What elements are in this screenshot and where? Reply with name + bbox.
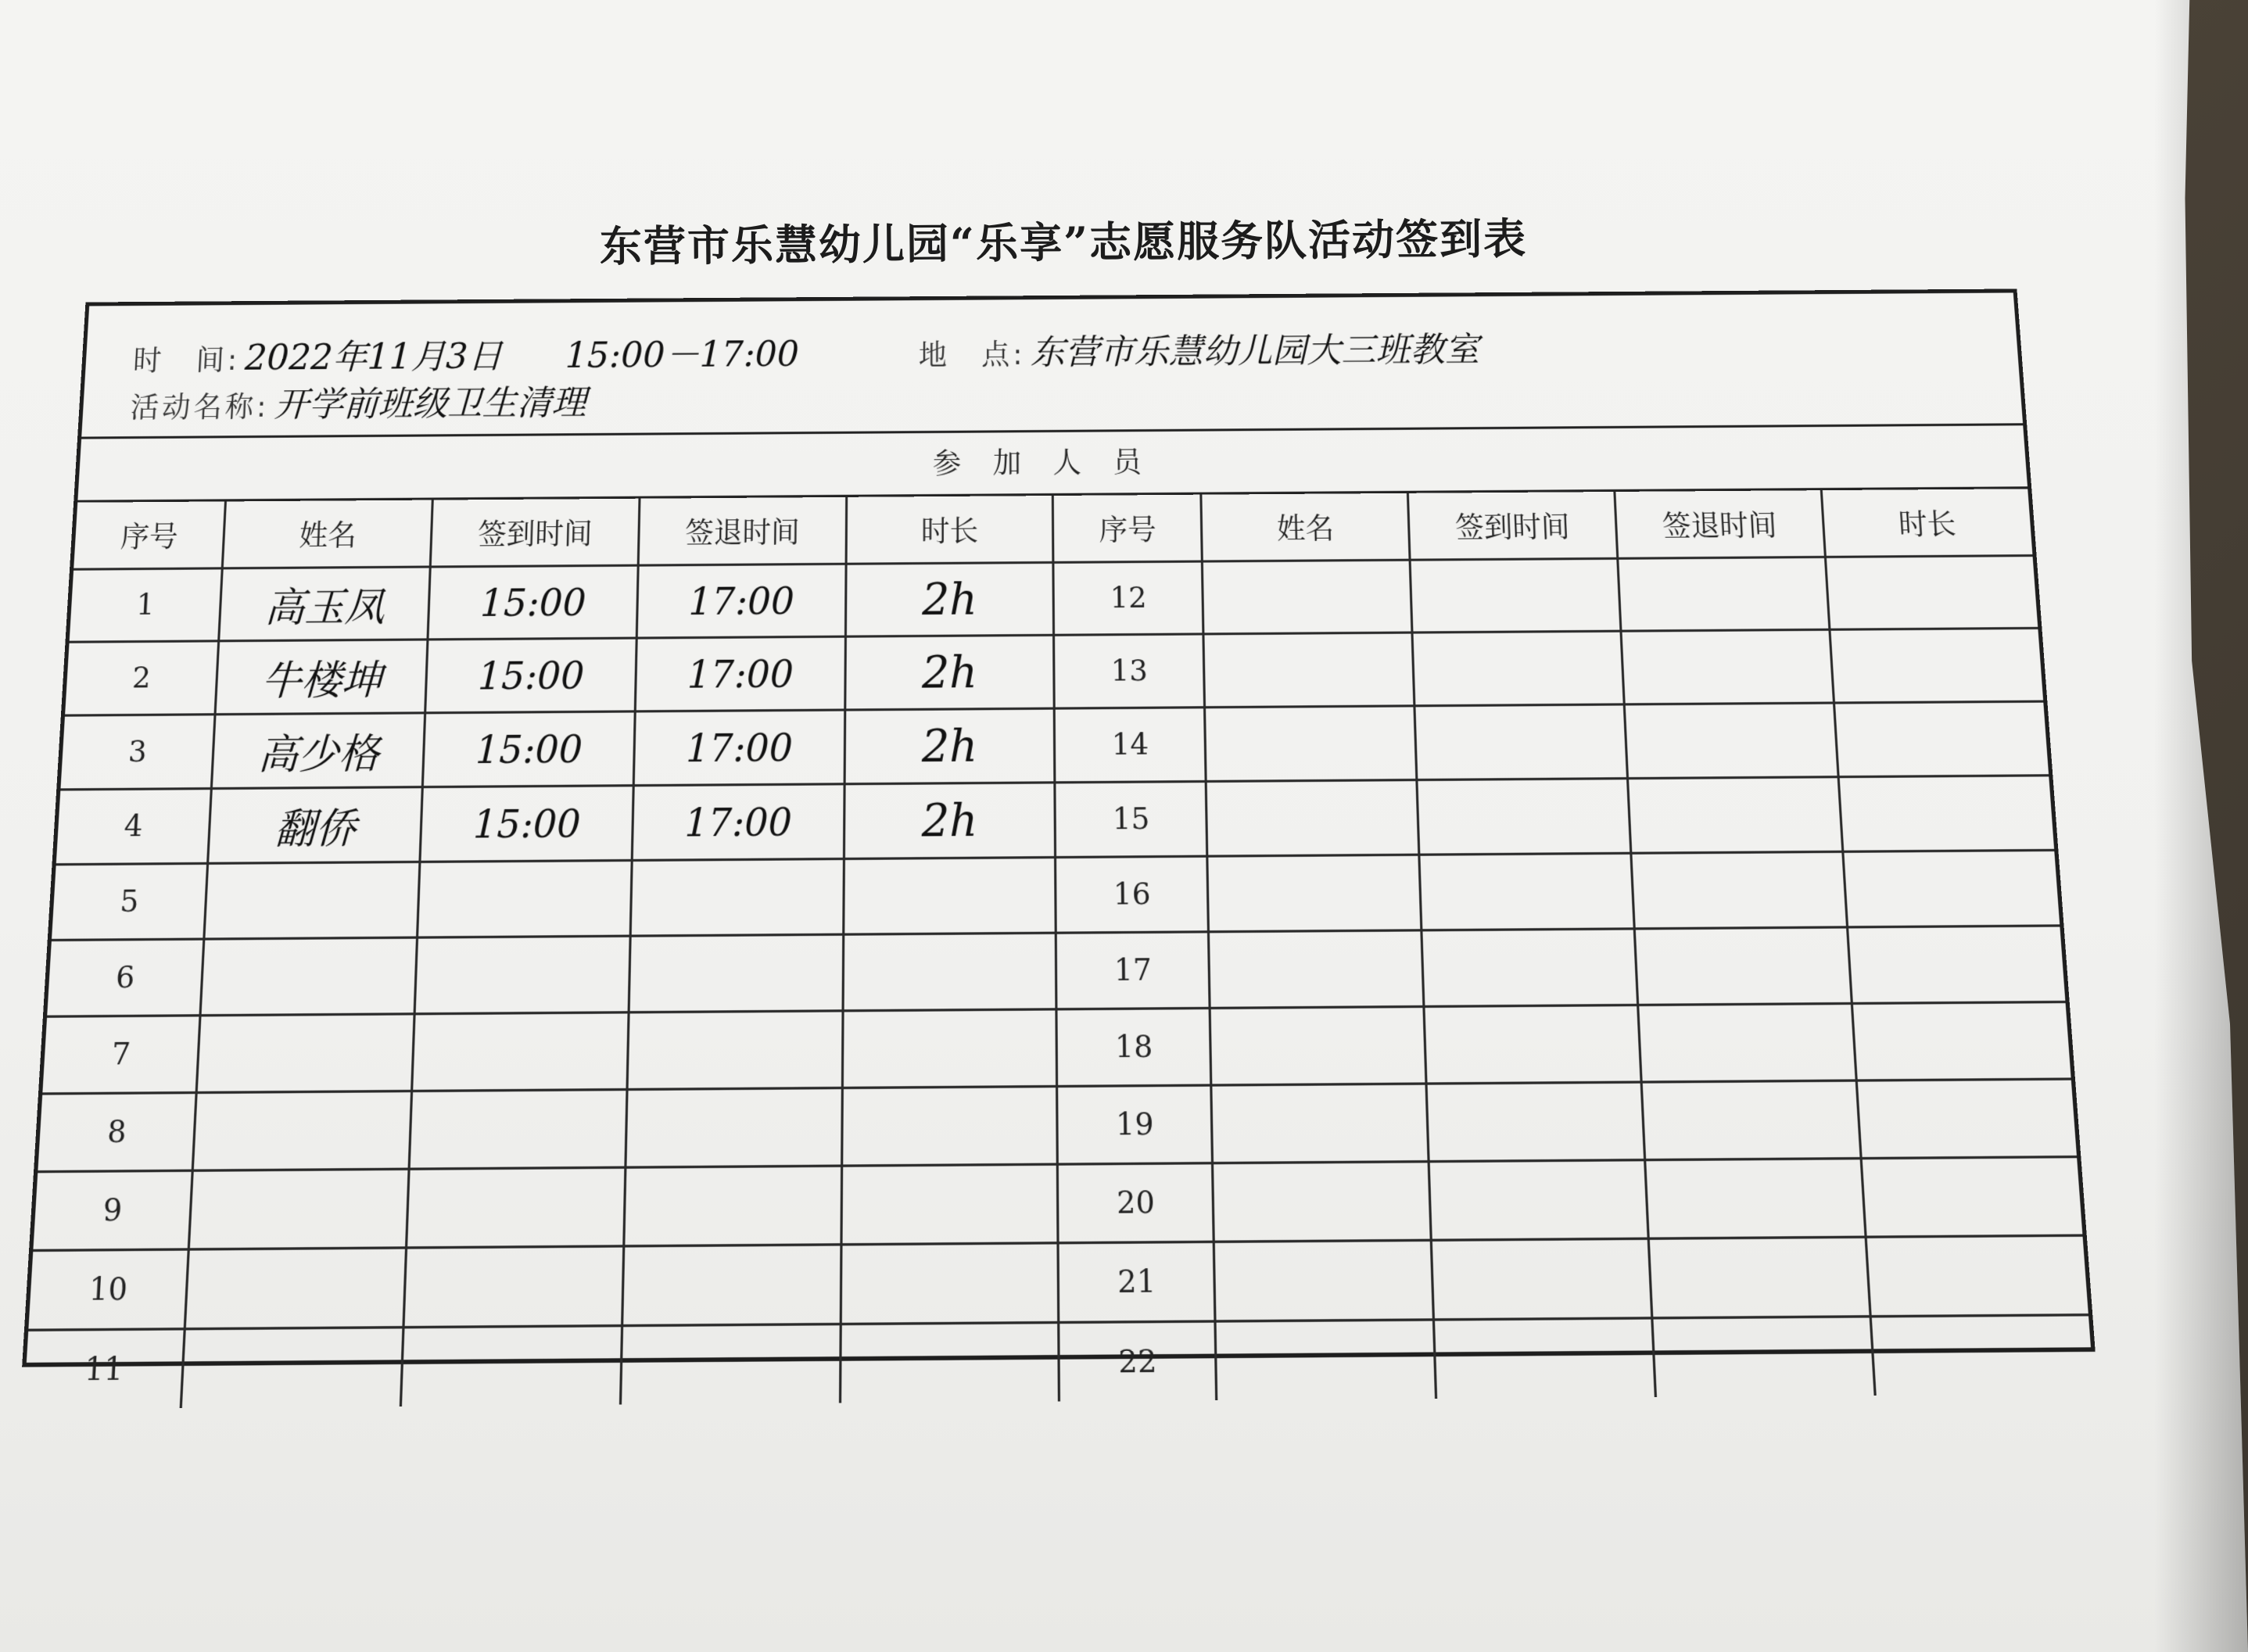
- sign-in-cell: 15:00: [428, 565, 638, 640]
- seq-cell: 20: [1058, 1163, 1214, 1243]
- header-sign-out: 签退时间: [638, 497, 846, 565]
- name-cell: 牛楼坤: [215, 640, 428, 715]
- sign-out-cell: [627, 1011, 843, 1090]
- header-duration: 时长: [846, 496, 1054, 564]
- name-cell: [1209, 930, 1424, 1009]
- sign-out-cell: [620, 1324, 840, 1405]
- time-date-value: 2022年11月3日: [243, 336, 504, 378]
- activity-info-block: [81, 292, 2023, 439]
- header-duration: 时长: [1821, 489, 2032, 557]
- duration-cell: [841, 1164, 1059, 1245]
- sign-out-cell: [629, 934, 843, 1012]
- sign-in-cell: [1417, 779, 1631, 855]
- duration-cell: 2h: [844, 783, 1056, 859]
- duration-cell: [843, 933, 1057, 1011]
- duration-cell: [1830, 628, 2044, 703]
- duration-cell: [1856, 1079, 2077, 1159]
- document-title: 东营市乐慧幼儿园“乐享”志愿服务队活动签到表: [599, 213, 1528, 272]
- duration-cell: [1838, 776, 2054, 852]
- duration-cell: [1834, 701, 2049, 777]
- sign-in-cell: [1431, 1238, 1651, 1320]
- sign-out-cell: [630, 858, 844, 936]
- name-cell: [204, 862, 420, 939]
- sign-in-cell: 15:00: [420, 786, 633, 862]
- seq-cell: 16: [1056, 856, 1209, 933]
- name-cell: [189, 1169, 410, 1249]
- table-row: [70, 556, 2038, 643]
- sign-out-cell: [1638, 1003, 1856, 1082]
- time-row: [132, 326, 799, 381]
- sign-out-cell: 17:00: [632, 784, 844, 861]
- sign-in-cell: [407, 1167, 626, 1248]
- sign-in-cell: [403, 1246, 624, 1328]
- duration-cell: [843, 858, 1056, 935]
- seq-cell: 3: [60, 715, 215, 790]
- sign-in-cell: [1414, 704, 1627, 780]
- sign-out-cell: [1618, 557, 1830, 631]
- seq-cell: 14: [1055, 708, 1206, 783]
- seq-cell: 8: [38, 1093, 196, 1172]
- sign-in-cell: [418, 860, 632, 937]
- activity-name-value: 开学前班级卫生清理: [273, 382, 587, 425]
- table-row: [47, 926, 2065, 1016]
- name-cell: [1206, 780, 1419, 857]
- table-row: [52, 850, 2060, 940]
- table-row: [38, 1079, 2077, 1172]
- seq-cell: 12: [1053, 561, 1203, 635]
- seq-cell: 2: [65, 641, 219, 715]
- location-row: [919, 321, 1480, 375]
- sign-out-cell: [1641, 1080, 1861, 1160]
- sign-in-cell: 15:00: [425, 638, 636, 713]
- name-cell: [1207, 855, 1422, 932]
- seq-cell: 9: [33, 1170, 192, 1250]
- sign-in-cell: [1412, 631, 1624, 706]
- sign-out-cell: 17:00: [636, 564, 846, 638]
- duration-cell: [1861, 1157, 2083, 1238]
- seq-cell: 22: [1059, 1321, 1217, 1402]
- header-sign-in: 签到时间: [430, 499, 639, 567]
- sign-out-cell: [1631, 851, 1847, 929]
- header-seq: 序号: [1053, 495, 1203, 563]
- sign-in-cell: [1410, 558, 1621, 632]
- sign-out-cell: 17:00: [633, 710, 844, 786]
- time-label: 时 间:: [132, 344, 242, 378]
- seq-cell: 17: [1056, 932, 1210, 1009]
- name-cell: [197, 1014, 415, 1093]
- name-cell: [1214, 1240, 1434, 1321]
- name-cell: [181, 1328, 403, 1408]
- sign-out-cell: [1624, 703, 1838, 779]
- duration-cell: [1852, 1002, 2071, 1080]
- seq-cell: 19: [1057, 1085, 1213, 1164]
- seq-cell: 21: [1058, 1242, 1215, 1322]
- sign-out-cell: [622, 1245, 841, 1326]
- table-row: [65, 628, 2043, 715]
- sign-in-cell: [1426, 1082, 1644, 1162]
- table-row: [42, 1002, 2071, 1093]
- name-cell: [201, 937, 418, 1016]
- seq-cell: 4: [56, 789, 212, 865]
- name-cell: 高少格: [212, 713, 425, 789]
- sign-in-cell: [409, 1089, 627, 1169]
- location-value: 东营市乐慧幼儿园大三班教室: [1030, 329, 1480, 373]
- name-cell: [1215, 1320, 1436, 1400]
- duration-cell: [1847, 926, 2065, 1004]
- name-cell: [1203, 560, 1412, 634]
- header-name: 姓名: [223, 500, 433, 568]
- sign-out-cell: [624, 1166, 842, 1246]
- seq-cell: 13: [1054, 634, 1205, 708]
- duration-cell: [841, 1243, 1059, 1324]
- seq-cell: 5: [52, 863, 208, 940]
- header-seq: 序号: [73, 501, 226, 569]
- attendance-table: [23, 489, 2094, 1409]
- name-cell: 高玉凤: [219, 567, 430, 641]
- sign-in-cell: 15:00: [423, 711, 636, 787]
- table-row: [60, 701, 2049, 790]
- sign-in-cell: [414, 936, 630, 1014]
- duration-cell: [842, 1009, 1057, 1088]
- seq-cell: 7: [42, 1016, 200, 1094]
- name-cell: [1211, 1084, 1429, 1163]
- location-label: 地 点:: [918, 339, 1026, 372]
- seq-cell: 18: [1056, 1008, 1211, 1086]
- seq-cell: 6: [47, 939, 204, 1016]
- sign-out-cell: [1648, 1237, 1870, 1318]
- participants-section-header: 参加人员: [77, 425, 2028, 502]
- seq-cell: 1: [70, 568, 223, 642]
- duration-cell: [1870, 1315, 2095, 1396]
- sign-in-cell: [401, 1326, 622, 1407]
- seq-cell: 11: [23, 1329, 185, 1410]
- sign-out-cell: [1621, 629, 1834, 704]
- duration-cell: 2h: [845, 562, 1054, 636]
- sign-out-cell: 17:00: [635, 636, 845, 711]
- time-range-value: 15:00－17:00: [565, 334, 800, 376]
- sign-in-form: [22, 288, 2096, 1389]
- duration-cell: [1866, 1235, 2088, 1317]
- name-cell: [1213, 1162, 1431, 1242]
- sign-out-cell: [1627, 777, 1842, 854]
- activity-name-row: [129, 374, 586, 428]
- name-cell: [1203, 632, 1414, 708]
- sign-in-cell: [412, 1012, 629, 1091]
- seq-cell: 15: [1055, 781, 1207, 857]
- name-cell: 翻侨: [208, 787, 422, 864]
- duration-cell: 2h: [844, 708, 1056, 784]
- table-row: [23, 1315, 2094, 1410]
- name-cell: [1205, 706, 1417, 782]
- sign-out-cell: [626, 1088, 842, 1167]
- table-row: [56, 776, 2054, 865]
- sign-in-cell: [1424, 1005, 1641, 1084]
- sign-in-cell: [1434, 1318, 1656, 1399]
- header-sign-out: 签退时间: [1615, 490, 1825, 558]
- sign-out-cell: [1634, 927, 1852, 1005]
- duration-cell: [841, 1086, 1057, 1166]
- duration-cell: 2h: [844, 635, 1054, 710]
- header-sign-in: 签到时间: [1408, 492, 1618, 560]
- duration-cell: [840, 1322, 1059, 1403]
- sign-in-cell: [1419, 853, 1634, 930]
- duration-cell: [1825, 556, 2038, 630]
- table-row: [33, 1157, 2082, 1251]
- name-cell: [185, 1248, 407, 1329]
- sign-in-cell: [1422, 929, 1638, 1007]
- sign-out-cell: [1652, 1317, 1875, 1397]
- activity-name-label: 活动名称:: [129, 391, 271, 425]
- header-name: 姓名: [1201, 493, 1410, 561]
- seq-cell: 10: [28, 1249, 188, 1330]
- duration-cell: [1842, 850, 2060, 927]
- sign-in-cell: [1429, 1160, 1648, 1241]
- sign-out-cell: [1645, 1159, 1866, 1239]
- name-cell: [193, 1091, 412, 1171]
- name-cell: [1210, 1006, 1427, 1085]
- table-row: [28, 1235, 2088, 1330]
